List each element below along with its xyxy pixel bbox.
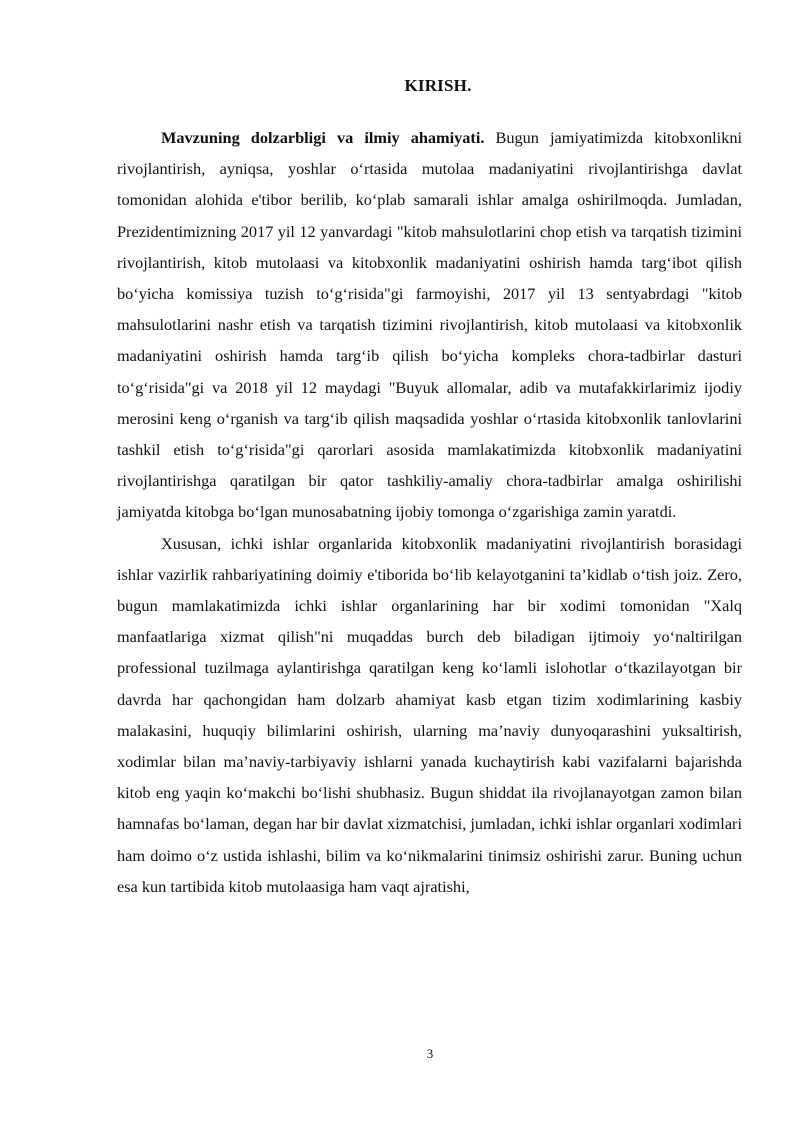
paragraph-1 <box>117 122 742 528</box>
paragraph-text: Bugun jamiyatimizda kitobxonlikni rivojlantirish, ayniqsa, yoshlar o‘rtasida mutolaa madaniyatini rivojlantirishga davlat tomonidan alohida e'tibor berilib, ko‘plab samarali ishlar amalga oshirilmoqda. Jumladan, Prezidentimizning 2017 yil 12 yanvardagi "kitob mahsulotlarini chop etish va tarqatish tizimini rivojlantirish, kitob mutolaasi va kitobxonlik madaniyatini oshirish hamda targ‘ibot qilish bo‘yicha komissiya tuzish to‘g‘risida"gi farmoyishi, 2017 yil 13 sentyabrdagi "kitob mahsulotlarini nashr etish va tarqatish tizimini rivojlantirish, kitob mutolaasi va kitobxonlik madaniyatini oshirish hamda targ‘ib qilish bo‘yicha kompleks chora-tadbirlar dasturi to‘g‘risida"gi va 2018 yil 12 maydagi "Buyuk allomalar, adib va mutafakkirlarimiz ijodiy merosini keng o‘rganish va targ‘ib qilish maqsadida yoshlar o‘rtasida kitobxonlik tanlovlarini tashkil etish to‘g‘risida"gi qarorlari asosida mamlakatimizda kitobxonlik madaniyatini rivojlantirishga qaratilgan bir qator tashkiliy-amaliy chora-tadbirlar amalga oshirilishi jamiyatda kitobga bo‘lgan munosabatning ijobiy tomonga o‘zgarishiga zamin yaratdi. <box>117 128 742 522</box>
body-text <box>117 122 742 902</box>
paragraph-lead: Mavzuning dolzarbligi va ilmiy ahamiyati. <box>161 128 485 147</box>
paragraph-2 <box>117 528 742 902</box>
section-title: KIRISH. <box>404 76 472 95</box>
paragraph-text: Xususan, ichki ishlar organlarida kitobxonlik madaniyatini rivojlantirish borasidagi ishlar vazirlik rahbariyatining doimiy e'tiborida bo‘lib kelayotganini ta’kidlab o‘tish joiz. Zero, bugun mamlakatimizda ichki ishlar organlarining har bir xodimi tomonidan "Xalq manfaatlariga xizmat qilish"ni muqaddas burch deb biladigan ijtimoiy yo‘naltirilgan professional tuzilmaga aylantirishga qaratilgan keng ko‘lamli islohotlar o‘tkazilayotgan bir davrda har qachongidan ham dolzarb ahamiyat kasb etgan tizim xodimlarining kasbiy malakasini, huquqiy bilimlarini oshirish, ularning ma’naviy dunyoqarashini yuksaltirish, xodimlar bilan ma’naviy-tarbiyaviy ishlarni yanada kuchaytirish kabi vazifalarni bajarishda kitob eng yaqin ko‘makchi bo‘lishi shubhasiz. Bugun shiddat ila rivojlanayotgan zamon bilan hamnafas bo‘laman, degan har bir davlat xizmatchisi, jumladan, ichki ishlar organlari xodimlari ham doimo o‘z ustida ishlashi, bilim va ko‘nikmalarini tinimsiz oshirishi zarur. Buning uchun esa kun tartibida kitob mutolaasiga ham vaqt ajratishi, <box>117 533 742 896</box>
page-number: 3 <box>426 1046 434 1061</box>
